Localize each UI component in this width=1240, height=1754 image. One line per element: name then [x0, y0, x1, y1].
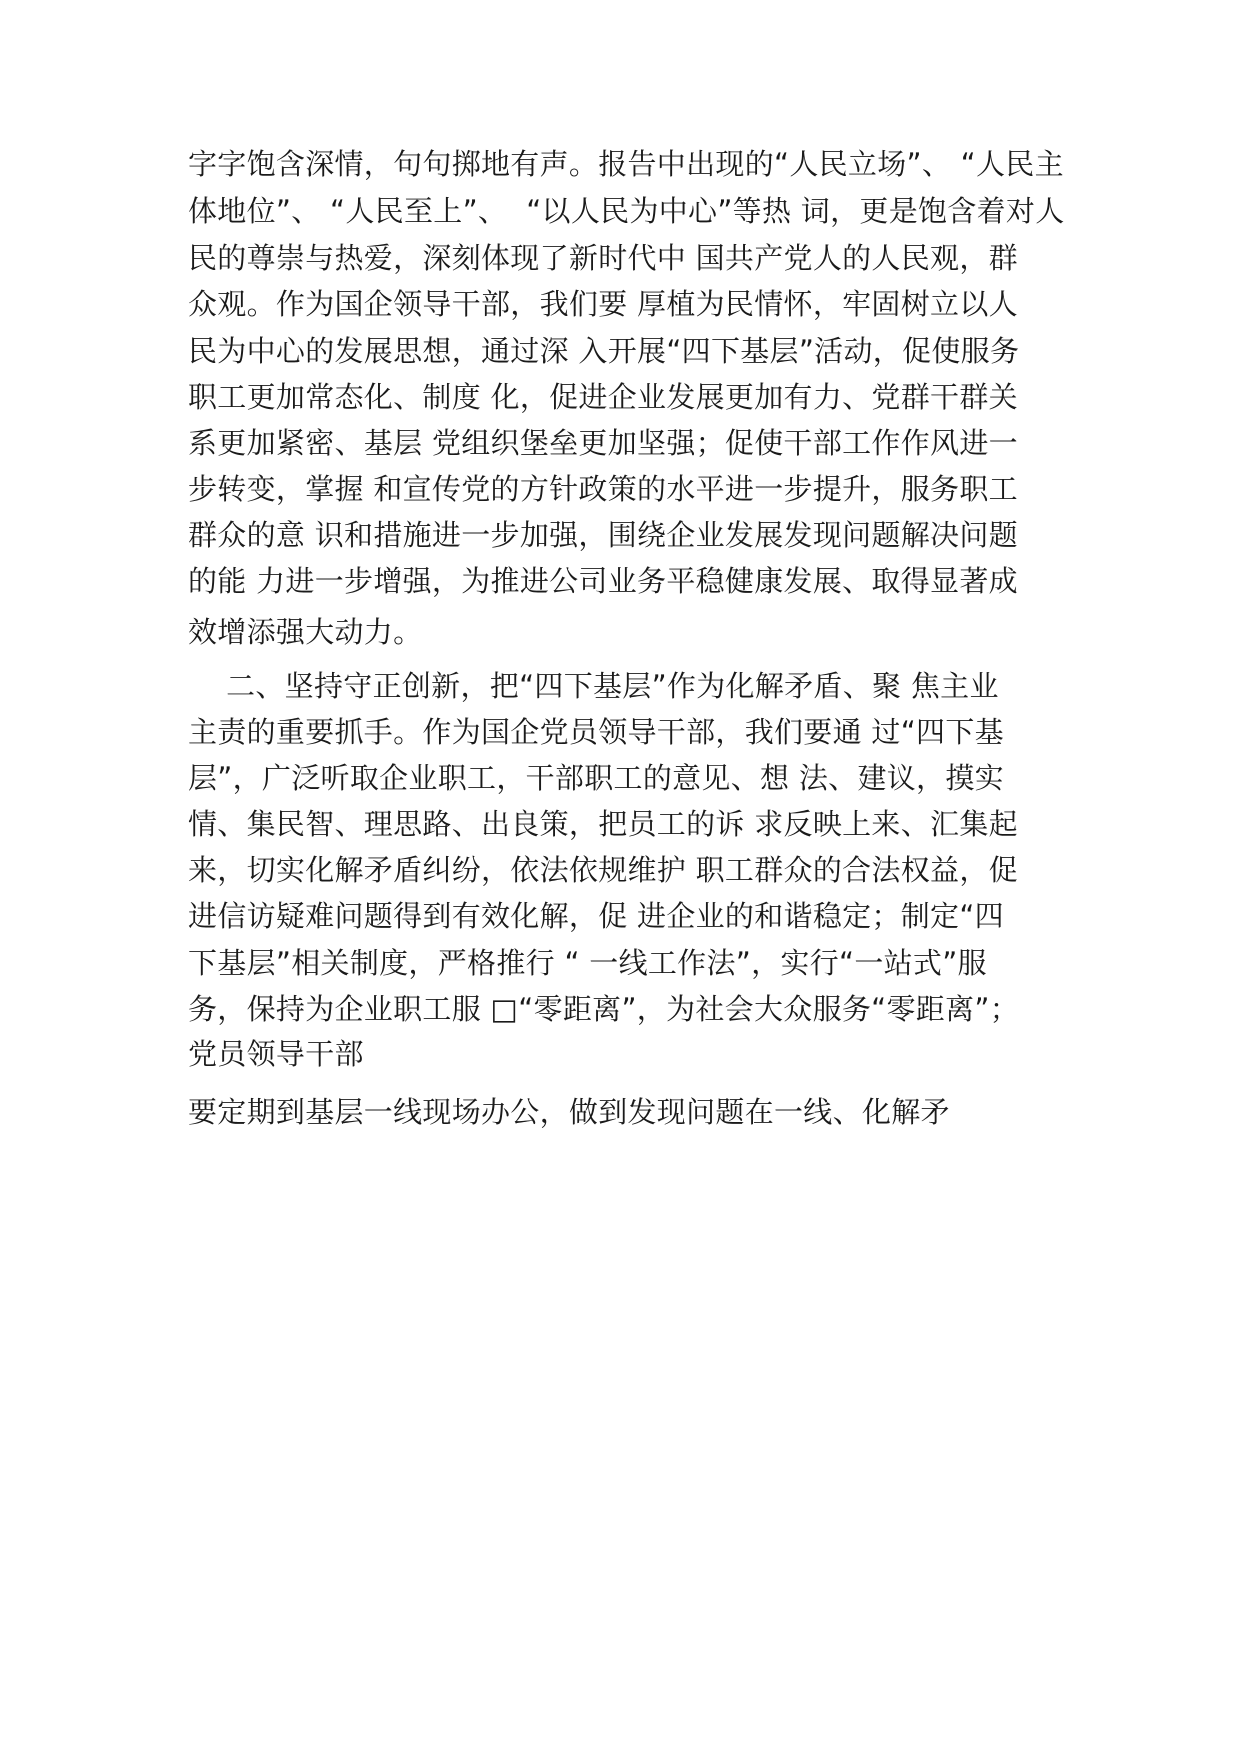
text-line: 系更加紧密、基层 党组织堡垒更加坚强；促使干部工作作风进一 [188, 426, 1018, 460]
text-line: 字字饱含深情，句句掷地有声。报告中出现的“人民立场”、 “人民主 [188, 147, 1064, 181]
text-line: 下基层”相关制度，严格推行 “ 一线工作法”，实行“一站式”服 [188, 946, 987, 980]
text-line: 步转变，掌握 和宣传党的方针政策的水平进一步提升，服务职工 [188, 472, 1018, 506]
text-line: 的能 力进一步增强，为推进公司业务平稳健康发展、取得显著成 [188, 564, 1018, 598]
text-line: 党员领导干部 [188, 1037, 364, 1071]
text-line: 要定期到基层一线现场办公，做到发现问题在一线、化解矛 [188, 1095, 950, 1129]
text-line: 众观。作为国企领导干部，我们要 厚植为民情怀，牢固树立以人 [188, 287, 1018, 321]
text-line: 体地位”、 “人民至上”、 “以人民为中心”等热 词，更是饱含着对人 [188, 194, 1065, 228]
text-line: 层”，广泛听取企业职工，干部职工的意见、想 法、建议，摸实 [188, 761, 1004, 795]
text-line: 来，切实化解矛盾纠纷，依法依规维护 职工群众的合法权益，促 [188, 853, 1018, 887]
text-line: 职工更加常态化、制度 化，促进企业发展更加有力、党群干群关 [188, 380, 1018, 414]
text-line: 民为中心的发展思想，通过深 入开展“四下基层”活动，促使服务 [188, 334, 1020, 368]
text-line: 效增添强大动力。 [188, 615, 423, 649]
text-line: 情、集民智、理思路、出良策，把员工的诉 求反映上来、汇集起 [188, 807, 1018, 841]
text-line: 民的尊崇与热爱，深刻体现了新时代中 国共产党人的人民观，群 [188, 241, 1018, 275]
text-line: 群众的意 识和措施进一步加强，围绕企业发展发现问题解决问题 [188, 518, 1018, 552]
text-line: 务，保持为企业职工服 □“零距离”，为社会大众服务“零距离”； [188, 992, 1020, 1026]
section-heading-line: 二、坚持守正创新，把“四下基层”作为化解矛盾、聚 焦主业 [188, 669, 999, 703]
text-line: 进信访疑难问题得到有效化解，促 进企业的和谐稳定；制定“四 [188, 899, 1004, 933]
text-line: 主责的重要抓手。作为国企党员领导干部，我们要通 过“四下基 [188, 715, 1004, 749]
